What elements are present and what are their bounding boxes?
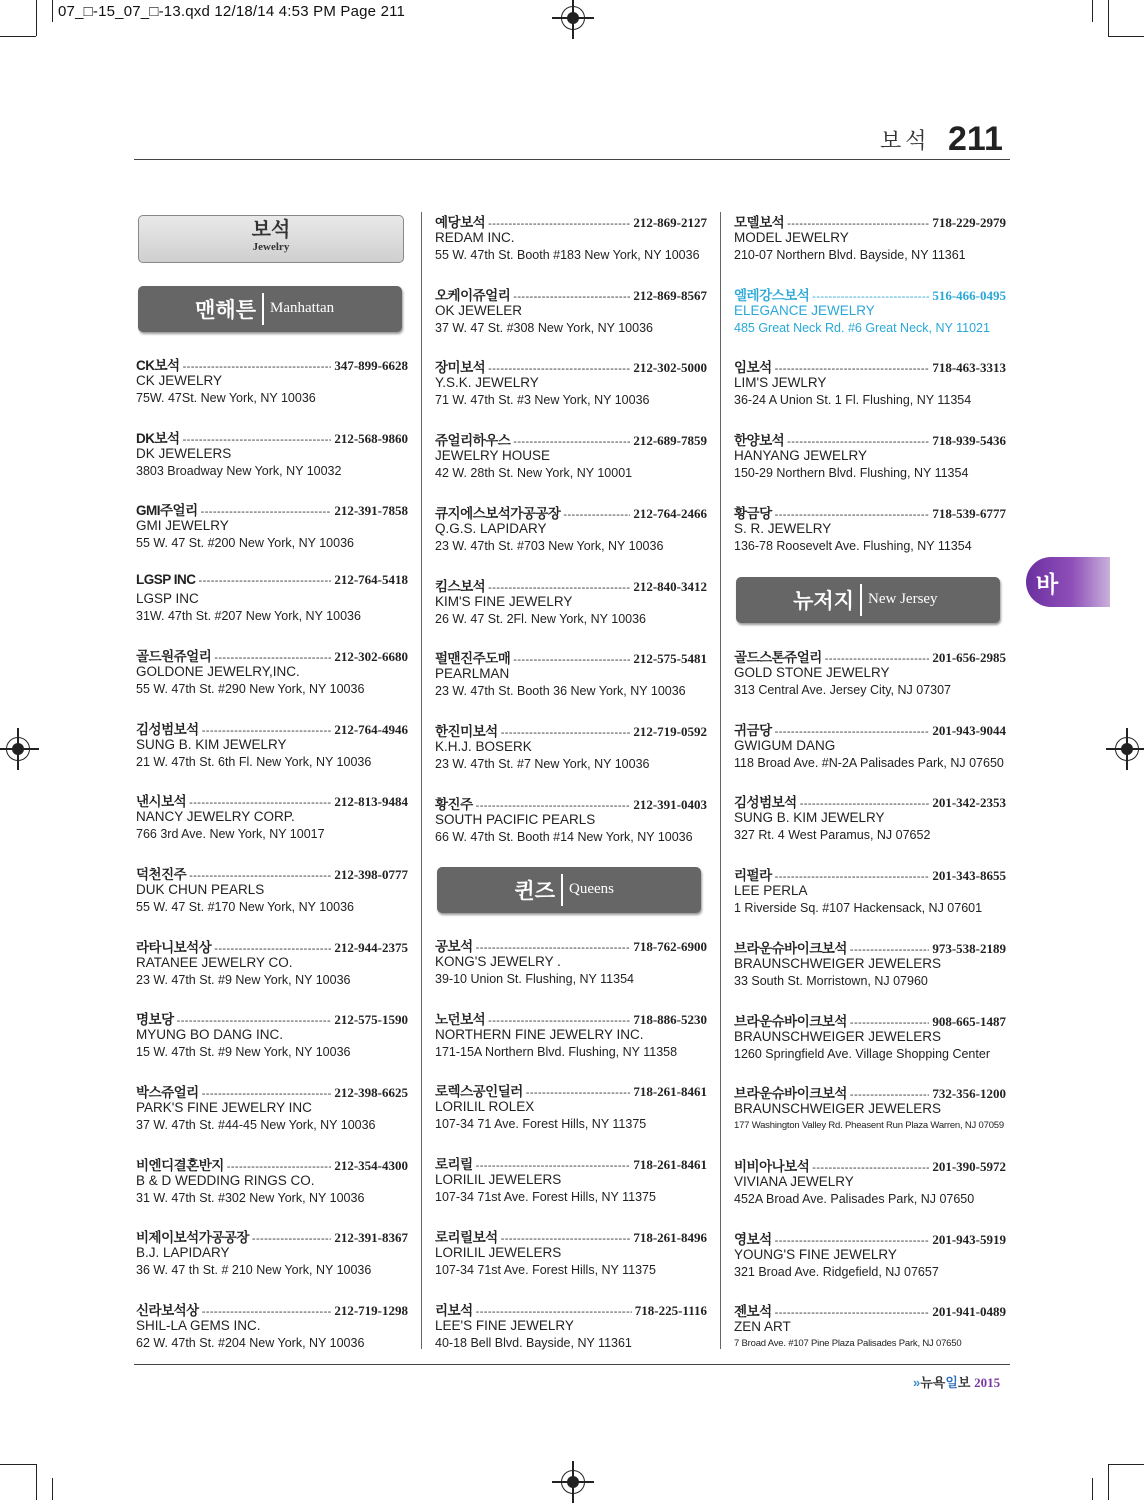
listing-company: MYUNG BO DANG INC. [136, 1027, 284, 1043]
listing-company: ZEN ART [734, 1319, 791, 1335]
leader-dots [513, 291, 630, 303]
listing-name-ko: 신라보석상 [136, 1303, 199, 1319]
listing-name-ko: DK보석 [136, 430, 180, 446]
listing-address: 150-29 Northern Blvd. Flushing, NY 11354 [734, 466, 969, 481]
leader-dots [488, 582, 630, 594]
listing-phone: 347-899-6628 [334, 358, 408, 373]
leader-dots [526, 1087, 631, 1099]
listing-name-ko: 한양보석 [734, 433, 785, 449]
listing-entry [435, 356, 707, 409]
listing-address: 40-18 Bell Blvd. Bayside, NY 11361 [435, 1335, 632, 1350]
listing-company: MODEL JEWELRY [734, 230, 849, 245]
listing-name-ko: 오케이쥬얼리 [435, 287, 511, 303]
listing-phone: 212-813-9484 [334, 794, 408, 810]
listing-phone: 973-538-2189 [932, 940, 1006, 956]
listing-address: 55 W. 47 St. #200 New York, NY 10036 [136, 536, 354, 551]
listing-entry [136, 863, 408, 916]
listing-address: 1 Riverside Sq. #107 Hackensack, NJ 07601 [734, 901, 983, 916]
listing-phone: 201-342-2353 [932, 795, 1006, 811]
listing-phone: 212-764-4946 [334, 721, 408, 737]
leader-dots [488, 1015, 630, 1027]
listing-company: GWIGUM DANG [734, 737, 836, 753]
listing-name-ko: 로렉스공인딜러 [435, 1084, 523, 1100]
listing-address: 62 W. 47th St. #204 New York, NY 10036 [136, 1336, 365, 1351]
section-en: Manhattan [270, 300, 335, 316]
leader-dots [501, 1233, 631, 1245]
listing-name-ko: 박스쥬얼리 [136, 1085, 199, 1100]
listing-entry [136, 1081, 408, 1134]
listing-company: GOLDONE JEWELRY,INC. [136, 663, 300, 679]
listing-phone: 718-762-6900 [633, 939, 707, 954]
leader-dots [202, 725, 332, 737]
listing-phone: 212-568-9860 [334, 430, 408, 446]
registration-mark-icon [6, 737, 30, 761]
leader-dots [850, 1017, 929, 1029]
listing-entry [734, 1228, 1006, 1281]
listing-entry [136, 790, 408, 843]
footer-rule [134, 1364, 1010, 1365]
section-en: New Jersey [868, 591, 938, 607]
listing-company: LEE'S FINE JEWELRY [435, 1317, 574, 1333]
publisher-logo [913, 1372, 1000, 1391]
listing-entry [734, 864, 1006, 917]
listing-company: S. R. JEWELRY [734, 520, 832, 536]
listing-address: 55 W. 47th St. #290 New York, NY 10036 [136, 681, 365, 696]
registration-mark-icon [561, 1470, 585, 1494]
listing-phone: 212-302-5000 [633, 360, 707, 376]
listing-entry [136, 936, 408, 989]
crop-mark [52, 1478, 53, 1500]
listing-company: BRAUNSCHWEIGER JEWELERS [734, 1028, 942, 1044]
registration-mark-icon [561, 6, 585, 30]
listing-address: 23 W. 47th St. #7 New York, NY 10036 [435, 756, 650, 771]
listing-entry [136, 427, 408, 480]
listing-address: 75W. 47St. New York, NY 10036 [136, 391, 316, 405]
listing-address: 23 W. 47th St. #703 New York, NY 10036 [435, 538, 664, 553]
listing-address: 26 W. 47 St. 2Fl. New York, NY 10036 [435, 611, 646, 626]
listing-company: OK JEWELER [435, 302, 523, 318]
section-en: Queens [569, 881, 614, 897]
listing-entry [435, 1153, 707, 1206]
listing-entry [136, 645, 408, 698]
leader-dots [476, 1306, 632, 1318]
listing-address: 31 W. 47th St. #302 New York, NY 10036 [136, 1190, 365, 1205]
listing-company: GMI JEWELRY [136, 518, 229, 534]
listing-entry [734, 1300, 1006, 1353]
listing-entry [136, 1299, 408, 1352]
listing-name-ko: 한진미보석 [435, 723, 498, 739]
section-divider [262, 293, 264, 325]
listing-name-ko: 덕천진주 [136, 866, 187, 882]
listing-name-ko: 귀금당 [734, 722, 772, 738]
listing-phone: 212-764-5418 [334, 572, 408, 588]
listing-address: 210-07 Northern Blvd. Bayside, NY 11361 [734, 248, 966, 262]
listing-entry [734, 646, 1006, 699]
listing-address: 452A Broad Ave. Palisades Park, NJ 07650 [734, 1191, 975, 1206]
listing-name-ko: 김성범보석 [136, 721, 199, 737]
listing-address: 1260 Springfield Ave. Village Shopping Center [734, 1046, 990, 1061]
crop-mark [1092, 1478, 1093, 1500]
header-rule [134, 159, 1010, 160]
listing-entry [136, 1008, 408, 1061]
listing-address: 33 South St. Morristown, NJ 07960 [734, 973, 928, 988]
listing-address: 31W. 47th St. #207 New York, NY 10036 [136, 609, 361, 624]
listing-company: Q.G.S. LAPIDARY [435, 520, 547, 536]
listing-phone: 212-391-0403 [633, 796, 707, 812]
listing-address: 23 W. 47th St. Booth 36 New York, NY 10036 [435, 684, 686, 699]
listing-phone: 201-343-8655 [932, 868, 1006, 884]
listing-entry [734, 211, 1006, 264]
listing-phone: 908-665-1487 [932, 1013, 1006, 1029]
listing-company: LORILIL JEWELERS [435, 1172, 562, 1188]
listing-name-ko: 황진주 [435, 796, 473, 812]
listing-address: 107-34 71 Ave. Forest Hills, NY 11375 [435, 1117, 647, 1132]
listing-phone: 212-398-0777 [334, 866, 408, 882]
listing-company: REDAM INC. [435, 230, 515, 245]
listing-entry [734, 1010, 1006, 1063]
listing-name-ko: 브라운슈바이크보석 [734, 1086, 847, 1102]
leader-dots [850, 944, 929, 956]
crop-mark [1108, 36, 1144, 37]
listing-entry [435, 647, 707, 700]
leader-dots [183, 434, 332, 446]
listing-phone: 212-391-7858 [334, 503, 408, 519]
listing-phone: 212-391-8367 [334, 1230, 408, 1246]
listing-phone: 732-356-1200 [932, 1086, 1006, 1102]
listing-company: ELEGANCE JEWELRY [734, 302, 875, 318]
listing-phone: 212-944-2375 [334, 939, 408, 955]
listing-entry [734, 356, 1006, 409]
listing-name-ko: 공보석 [435, 939, 473, 954]
listing-entry [734, 429, 1006, 482]
column-divider [720, 212, 721, 1349]
listing-name-ko: LGSP INC [136, 572, 196, 588]
listing-entry [734, 719, 1006, 772]
listing-name-ko: 리보석 [435, 1302, 473, 1318]
listing-phone: 212-354-4300 [334, 1157, 408, 1173]
listing-entry [435, 575, 707, 628]
listing-address: 7 Broad Ave. #107 Pine Plaza Palisades Park, NJ 07650 [734, 1338, 962, 1350]
listing-company: SOUTH PACIFIC PEARLS [435, 811, 596, 827]
listing-entry [136, 1154, 408, 1207]
listing-phone: 212-575-5481 [633, 651, 707, 667]
listing-entry [734, 502, 1006, 555]
listing-name-ko: 낸시보석 [136, 794, 187, 810]
listing-address: 171-15A Northern Blvd. Flushing, NY 11358 [435, 1044, 678, 1059]
listing-entry [435, 284, 707, 337]
listing-phone: 212-764-2466 [633, 505, 707, 521]
listing-company: BRAUNSCHWEIGER JEWELERS [734, 1101, 942, 1117]
listing-phone: 212-302-6680 [334, 648, 408, 664]
listing-entry [734, 937, 1006, 990]
listing-company: DK JEWELERS [136, 445, 232, 461]
listing-name-ko: 리펄라 [734, 868, 772, 884]
listing-entry [435, 720, 707, 773]
leader-dots [199, 575, 332, 587]
category-title-ko: 보석 [251, 219, 291, 241]
crop-mark [0, 1464, 36, 1465]
listing-phone: 212-719-1298 [334, 1303, 408, 1319]
listing-phone: 212-869-8567 [633, 287, 707, 303]
listing-company: DUK CHUN PEARLS [136, 881, 265, 897]
listing-phone: 718-225-1116 [634, 1302, 707, 1318]
listing-entry [435, 1226, 707, 1279]
listing-entry [435, 429, 707, 482]
section-divider [561, 874, 563, 906]
leader-dots [227, 1161, 332, 1173]
crop-mark [1092, 0, 1093, 22]
listing-company: K.H.J. BOSERK [435, 738, 532, 754]
listing-company: KIM'S FINE JEWELRY [435, 593, 573, 609]
listing-name-ko: 비비아나보석 [734, 1158, 810, 1174]
listing-company: SUNG B. KIM JEWELRY [734, 810, 885, 826]
printer-slug: 07_□-15_07_□-13.qxd 12/18/14 4:53 PM Page 211 [58, 3, 406, 20]
listing-company: PEARLMAN [435, 666, 510, 682]
listing-address: 42 W. 28th St. New York, NY 10001 [435, 466, 633, 481]
crop-mark [52, 0, 53, 22]
logo-text: 보 [957, 1375, 971, 1390]
listing-entry [734, 791, 1006, 844]
listing-entry [435, 793, 707, 846]
listing-name-ko: 브라운슈바이크보석 [734, 940, 847, 956]
leader-dots [775, 1307, 930, 1319]
listing-address: 15 W. 47th St. #9 New York, NY 10036 [136, 1045, 351, 1060]
listing-address: 66 W. 47th St. Booth #14 New York, NY 10036 [435, 829, 693, 844]
listing-company: YOUNG'S FINE JEWELRY [734, 1246, 897, 1262]
listing-name-ko: 큐지에스보석가공공장 [435, 505, 561, 521]
listing-address: 107-34 71st Ave. Forest Hills, NY 11375 [435, 1262, 656, 1277]
listing-company: RATANEE JEWELRY CO. [136, 954, 293, 970]
listing-name-ko: 장미보석 [435, 360, 486, 376]
listing-phone: 718-539-6777 [932, 505, 1006, 521]
listing-company: LEE PERLA [734, 883, 808, 899]
listing-name-ko: 황금당 [734, 505, 772, 521]
listing-name-ko: 로리릴 [435, 1157, 473, 1173]
listing-name-ko: 임보석 [734, 360, 772, 376]
listing-address: 23 W. 47th St. #9 New York, NY 10036 [136, 972, 351, 987]
listing-address: 107-34 71st Ave. Forest Hills, NY 11375 [435, 1190, 656, 1205]
listing-company: LIM'S JEWLRY [734, 375, 827, 391]
listing-name-ko: 브라운슈바이크보석 [734, 1013, 847, 1029]
listing-entry [435, 1080, 707, 1133]
listing-phone: 718-463-3313 [932, 360, 1006, 376]
listing-company: LGSP INC [136, 591, 199, 607]
listing-company: LORILIL JEWELERS [435, 1244, 562, 1260]
section-ko: 맨해튼 [195, 299, 256, 322]
listing-name-ko: 비엔디결혼반지 [136, 1157, 224, 1173]
section-tab-label: 바 [1036, 571, 1059, 597]
listing-phone: 212-840-3412 [633, 578, 707, 594]
leader-dots [563, 509, 630, 521]
listing-address: 21 W. 47th St. 6th Fl. New York, NY 10036 [136, 754, 372, 769]
logo-text: 뉴욕 [920, 1375, 946, 1390]
section-ko: 뉴저지 [793, 590, 854, 613]
listing-name-ko: 라타니보석상 [136, 939, 212, 955]
listing-name-ko: 비제이보석가공공장 [136, 1230, 249, 1246]
listing-company: BRAUNSCHWEIGER JEWELERS [734, 955, 942, 971]
section-ko: 퀸즈 [514, 880, 555, 903]
listing-entry [136, 499, 408, 552]
leader-dots [476, 800, 631, 812]
listing-name-ko: 골드스톤쥬얼리 [734, 650, 822, 665]
listing-phone: 718-261-8461 [633, 1157, 707, 1173]
leader-dots [214, 652, 331, 664]
listing-phone: 201-943-9044 [932, 722, 1006, 738]
listing-entry [734, 1082, 1006, 1135]
listing-name-ko: 골드원쥬얼리 [136, 648, 212, 664]
listing-entry [136, 572, 408, 625]
crop-mark [1108, 0, 1109, 36]
listing-company: NANCY JEWELRY CORP. [136, 809, 295, 825]
category-title-en: Jewelry [252, 241, 290, 253]
listing-company: SUNG B. KIM JEWELRY [136, 736, 287, 752]
listing-phone: 718-229-2979 [932, 215, 1006, 230]
listing-address: 36 W. 47 th St. # 210 New York, NY 10036 [136, 1263, 372, 1278]
listing-address: 3803 Broadway New York, NY 10032 [136, 463, 342, 478]
crop-mark [1108, 1464, 1144, 1465]
listing-entry [435, 211, 707, 264]
listing-phone: 212-869-2127 [633, 215, 707, 230]
listing-name-ko: 펄맨진주도매 [435, 651, 511, 667]
listing-entry [435, 935, 707, 988]
listing-name-ko: 영보석 [734, 1231, 772, 1247]
listing-company: NORTHERN FINE JEWELRY INC. [435, 1026, 644, 1042]
listing-name-ko: CK보석 [136, 358, 180, 373]
listing-phone: 201-941-0489 [932, 1304, 1006, 1320]
crop-mark [36, 1464, 37, 1500]
listing-company: VIVIANA JEWELRY [734, 1173, 854, 1189]
listing-address: 37 W. 47 St. #308 New York, NY 10036 [435, 320, 653, 335]
section-tab [1026, 557, 1110, 607]
listing-phone: 718-886-5230 [633, 1011, 707, 1027]
listing-company: B & D WEDDING RINGS CO. [136, 1172, 315, 1188]
listing-address: 39-10 Union St. Flushing, NY 11354 [435, 972, 634, 986]
listing-name-ko: 명보당 [136, 1012, 174, 1028]
listing-phone: 718-261-8461 [633, 1084, 707, 1100]
listing-company: Y.S.K. JEWELRY [435, 375, 539, 391]
listing-company: HANYANG JEWELRY [734, 448, 868, 464]
listing-entry [435, 502, 707, 555]
listing-company: PARK'S FINE JEWELRY INC [136, 1100, 312, 1115]
listing-address: 36-24 A Union St. 1 Fl. Flushing, NY 11354 [734, 393, 972, 408]
listing-name-ko: 노던보석 [435, 1011, 486, 1027]
listing-name-ko: 예당보석 [435, 215, 486, 230]
listing-address: 55 W. 47 St. #170 New York, NY 10036 [136, 899, 354, 914]
listing-address: 485 Great Neck Rd. #6 Great Neck, NY 11021 [734, 320, 990, 335]
listing-address: 55 W. 47th St. Booth #183 New York, NY 10036 [435, 248, 700, 262]
listing-name-ko: 쥬얼리하우스 [435, 433, 511, 449]
listing-address: 37 W. 47th St. #44-45 New York, NY 10036 [136, 1118, 376, 1132]
listing-name-ko: GMI주얼리 [136, 503, 198, 519]
listing-company: CK JEWELRY [136, 373, 223, 388]
section-header-manhattan [138, 286, 402, 332]
listing-name-ko: 엘레강스보석 [734, 287, 810, 303]
listing-company: KONG'S JEWELRY . [435, 954, 561, 969]
listing-phone: 516-466-0495 [932, 287, 1006, 303]
listing-phone: 201-943-5919 [932, 1231, 1006, 1247]
listing-phone: 212-398-6625 [334, 1085, 408, 1100]
listing-entry [435, 1299, 707, 1352]
listing-entry [136, 1226, 408, 1279]
listing-name-ko: 로리릴보석 [435, 1229, 498, 1245]
leader-dots [775, 726, 930, 738]
crop-mark [0, 36, 36, 37]
listing-company: SHIL-LA GEMS INC. [136, 1318, 261, 1334]
listing-address: 177 Washington Valley Rd. Pheasent Run Plaza Warren, NJ 07059 [734, 1120, 1004, 1132]
listing-phone: 718-261-8496 [633, 1229, 707, 1245]
listing-address: 313 Central Ave. Jersey City, NJ 07307 [734, 683, 952, 697]
listing-phone: 212-575-1590 [334, 1012, 408, 1028]
logo-arrow-icon: » [913, 1375, 921, 1390]
listing-address: 766 3rd Ave. New York, NY 10017 [136, 827, 325, 842]
listing-entry [734, 284, 1006, 337]
listing-entry [136, 718, 408, 771]
listing-phone: 212-689-7859 [633, 433, 707, 449]
listing-entry [136, 354, 408, 407]
listing-phone: 201-656-2985 [932, 650, 1006, 665]
logo-text-accent: 일 [945, 1375, 958, 1390]
section-header-queens [437, 867, 701, 913]
section-header-new-jersey [736, 577, 1000, 623]
listing-company: LORILIL ROLEX [435, 1099, 535, 1115]
listing-phone: 718-939-5436 [932, 433, 1006, 449]
listing-phone: 212-719-0592 [633, 723, 707, 739]
leader-dots [252, 1233, 331, 1245]
listing-address: 327 Rt. 4 West Paramus, NJ 07652 [734, 828, 931, 843]
listing-entry [435, 1008, 707, 1061]
listing-company: GOLD STONE JEWELRY [734, 665, 890, 680]
category-title-box [138, 215, 404, 263]
crop-mark [36, 0, 37, 36]
page-title: 보석 [880, 128, 931, 153]
listing-name-ko: 젠보석 [734, 1304, 772, 1320]
column-divider [421, 212, 422, 1349]
leader-dots [775, 1235, 930, 1247]
crop-mark [1108, 1464, 1109, 1500]
listing-entry [734, 1155, 1006, 1208]
listing-address: 321 Broad Ave. Ridgefield, NJ 07657 [734, 1264, 939, 1279]
listing-name-ko: 킴스보석 [435, 578, 486, 594]
listing-address: 136-78 Roosevelt Ave. Flushing, NY 11354 [734, 538, 972, 553]
page-number: 211 [948, 120, 1003, 158]
registration-mark-icon [1115, 737, 1139, 761]
listing-name-ko: 김성범보석 [734, 795, 797, 811]
listing-company: JEWELRY HOUSE [435, 448, 551, 464]
listing-phone: 201-390-5972 [932, 1158, 1006, 1174]
leader-dots [812, 291, 929, 303]
listing-address: 71 W. 47th St. #3 New York, NY 10036 [435, 393, 650, 408]
listing-company: B.J. LAPIDARY [136, 1245, 230, 1261]
logo-year: 2015 [974, 1375, 1001, 1390]
leader-dots [214, 943, 331, 955]
leader-dots [775, 509, 930, 521]
leader-dots [513, 654, 630, 666]
listing-name-ko: 모델보석 [734, 215, 785, 230]
listing-address: 118 Broad Ave. #N-2A Palisades Park, NJ 07650 [734, 755, 1004, 770]
section-divider [860, 584, 862, 616]
